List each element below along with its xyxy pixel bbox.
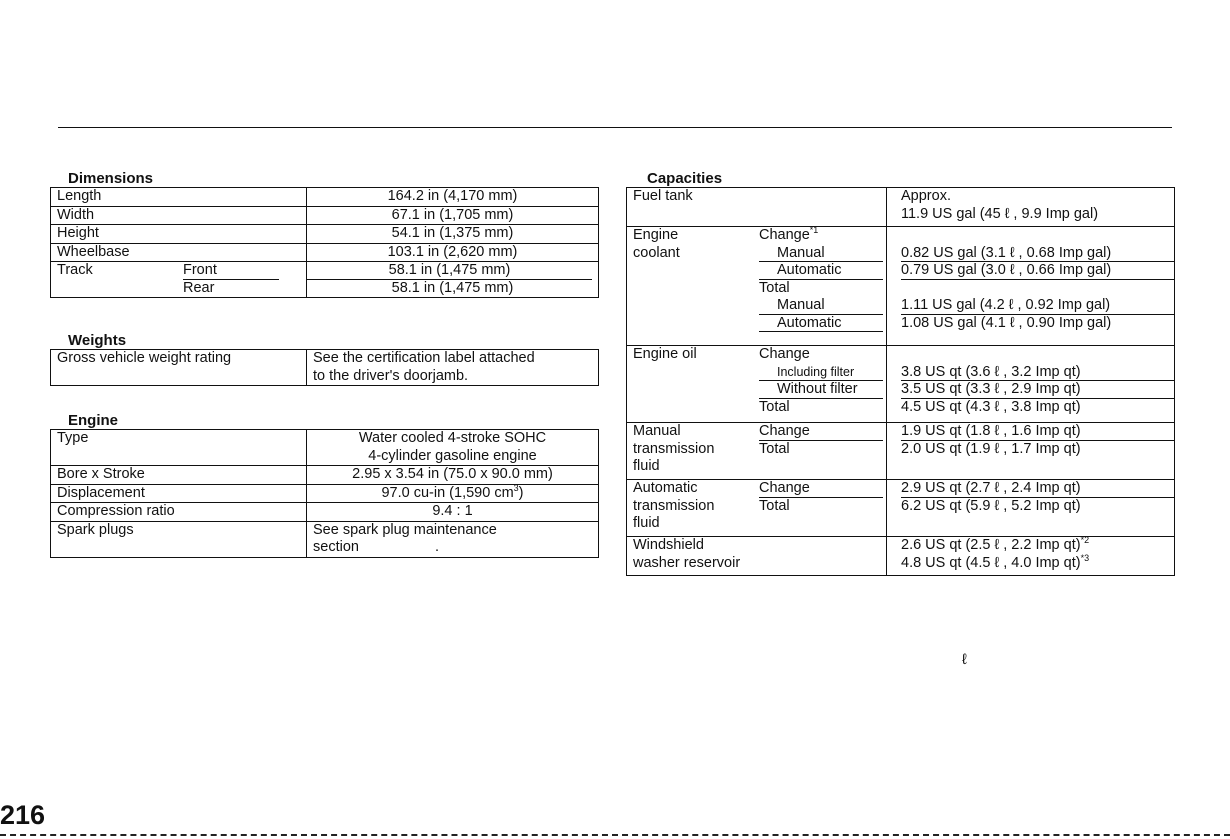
- oil-without-filter: Without filter: [759, 381, 883, 399]
- table-row: [51, 466, 599, 485]
- engine-heading: Engine: [68, 412, 119, 429]
- washer-label1: Windshield: [633, 537, 704, 553]
- weights-value-cell: [307, 350, 599, 386]
- table-row: [627, 480, 1175, 537]
- washer-value-cell: [887, 537, 1175, 576]
- coolant-label-cell: [627, 227, 887, 346]
- table-row: [51, 243, 599, 262]
- at-label3: fluid: [633, 515, 660, 531]
- table-row: [51, 430, 599, 466]
- at-change: Change: [759, 480, 883, 498]
- spark-line2: section: [313, 539, 359, 555]
- weights-table: [50, 349, 599, 386]
- row-label: Height: [51, 225, 307, 244]
- fuel-value-cell: [887, 188, 1175, 227]
- displacement-close: ): [518, 484, 524, 501]
- row-label: Wheelbase: [51, 243, 307, 262]
- track-rear-label: Rear: [183, 279, 215, 296]
- row-label: Width: [51, 206, 307, 225]
- table-row: [627, 423, 1175, 480]
- header-rule: [58, 127, 1172, 128]
- fuel-line1: Approx.: [901, 188, 951, 204]
- table-row: [627, 188, 1175, 227]
- coolant-change-fn: *1: [809, 226, 819, 236]
- fuel-line2: 11.9 US gal (45 ℓ , 9.9 Imp gal): [901, 205, 1099, 222]
- coolant-total-manual-value: 1.11 US gal (4.2 ℓ , 0.92 Imp gal): [901, 297, 1174, 315]
- table-row: [627, 537, 1175, 576]
- displacement-value-cell: [307, 484, 599, 503]
- mt-total: Total: [759, 440, 790, 457]
- at-change-value: 2.9 US qt (2.7 ℓ , 2.4 Imp qt): [901, 480, 1174, 498]
- track-front-value: 58.1 in (1,475 mm): [307, 262, 592, 280]
- table-row: [627, 227, 1175, 346]
- oil-including-filter: Including filter: [759, 364, 883, 382]
- compression-label: Compression ratio: [51, 503, 307, 522]
- washer-fn1: *2: [1080, 536, 1090, 546]
- footer-rule: [0, 834, 1230, 836]
- table-row: [51, 225, 599, 244]
- weights-value-line2: to the driver's doorjamb.: [313, 367, 469, 384]
- dimensions-heading: Dimensions: [68, 170, 154, 187]
- displacement-sup: 3: [513, 484, 519, 493]
- coolant-change-manual-value: 0.82 US gal (3.1 ℓ , 0.68 Imp gal): [901, 245, 1174, 263]
- table-row: [51, 503, 599, 522]
- mt-label-cell: [627, 423, 887, 480]
- table-row: [51, 521, 599, 557]
- coolant-label2: coolant: [633, 244, 680, 261]
- stray-liter-glyph: ℓ: [962, 651, 967, 668]
- spark-line1: See spark plug maintenance: [313, 521, 497, 538]
- washer-value2: 4.8 US qt (4.5 ℓ , 4.0 Imp qt): [901, 554, 1081, 571]
- table-row: [627, 346, 1175, 423]
- washer-value1: 2.6 US qt (2.5 ℓ , 2.2 Imp qt): [901, 537, 1081, 553]
- weights-value-line1: See the certification label attached: [313, 350, 535, 366]
- spark-label: Spark plugs: [51, 521, 307, 557]
- oil-total-value: 4.5 US qt (4.3 ℓ , 3.8 Imp qt): [901, 398, 1081, 415]
- mt-label3: fluid: [633, 458, 660, 474]
- page-number: 216: [0, 800, 46, 830]
- mt-change-value: 1.9 US qt (1.8 ℓ , 1.6 Imp qt): [901, 423, 1174, 441]
- spark-value-cell: [307, 521, 599, 557]
- row-value: 164.2 in (4,170 mm): [307, 188, 599, 207]
- washer-label-cell: [627, 537, 887, 576]
- mt-label1: Manual: [633, 423, 681, 439]
- mt-total-value: 2.0 US qt (1.9 ℓ , 1.7 Imp qt): [901, 440, 1081, 457]
- at-total: Total: [759, 497, 790, 514]
- coolant-total: Total: [759, 279, 790, 296]
- table-row: [51, 262, 599, 298]
- fuel-label: Fuel tank: [627, 188, 887, 227]
- type-line2: 4-cylinder gasoline engine: [368, 447, 537, 464]
- coolant-total-auto-value: 1.08 US gal (4.1 ℓ , 0.90 Imp gal): [901, 314, 1112, 331]
- oil-change: Change: [759, 346, 810, 362]
- at-label-cell: [627, 480, 887, 537]
- type-label: Type: [51, 430, 307, 466]
- coolant-change-auto-value: 0.79 US gal (3.0 ℓ , 0.66 Imp gal): [901, 262, 1174, 280]
- coolant-total-auto: Automatic: [759, 315, 883, 333]
- row-value: 103.1 in (2,620 mm): [307, 243, 599, 262]
- type-value-cell: [307, 430, 599, 466]
- row-label: Length: [51, 188, 307, 207]
- track-value-cell: [307, 262, 599, 298]
- type-line1: Water cooled 4-stroke SOHC: [358, 430, 547, 446]
- table-row: [51, 206, 599, 225]
- weights-heading: Weights: [68, 332, 127, 349]
- bore-label: Bore x Stroke: [51, 466, 307, 485]
- engine-table: [50, 429, 599, 558]
- coolant-change-manual: Manual: [759, 245, 883, 263]
- mt-change: Change: [759, 423, 883, 441]
- at-label1: Automatic: [633, 480, 698, 496]
- track-label-cell: [51, 262, 307, 298]
- mt-label2: transmission: [633, 440, 715, 457]
- oil-without-value: 3.5 US qt (3.3 ℓ , 2.9 Imp qt): [901, 381, 1174, 399]
- coolant-label1: Engine: [633, 227, 679, 243]
- at-label2: transmission: [633, 497, 715, 514]
- coolant-value-cell: [887, 227, 1175, 346]
- row-value: 67.1 in (1,705 mm): [307, 206, 599, 225]
- oil-label-cell: [627, 346, 887, 423]
- track-front-label: Front: [183, 262, 279, 280]
- table-row: [51, 188, 599, 207]
- track-rear-value: 58.1 in (1,475 mm): [391, 279, 514, 296]
- washer-label2: washer reservoir: [633, 554, 741, 571]
- displacement-value: 97.0 cu-in (1,590 cm: [381, 484, 514, 501]
- dimensions-table: [50, 187, 599, 298]
- table-row: [51, 350, 599, 386]
- table-row: [51, 484, 599, 503]
- track-label: Track: [57, 262, 93, 278]
- capacities-heading: Capacities: [647, 170, 723, 187]
- row-value: 54.1 in (1,375 mm): [307, 225, 599, 244]
- washer-fn2: *3: [1080, 552, 1090, 563]
- compression-value: 9.4 : 1: [307, 503, 599, 522]
- capacities-table: [626, 187, 1175, 576]
- oil-total: Total: [759, 398, 790, 415]
- coolant-change: Change: [759, 227, 810, 243]
- bore-value: 2.95 x 3.54 in (75.0 x 90.0 mm): [307, 466, 599, 485]
- at-value-cell: [887, 480, 1175, 537]
- coolant-change-auto: Automatic: [759, 262, 883, 280]
- at-total-value: 6.2 US qt (5.9 ℓ , 5.2 Imp qt): [901, 497, 1081, 514]
- oil-label: Engine oil: [633, 346, 697, 362]
- spark-dot: .: [434, 539, 439, 555]
- mt-value-cell: [887, 423, 1175, 480]
- oil-value-cell: [887, 346, 1175, 423]
- oil-including-value: 3.8 US qt (3.6 ℓ , 3.2 Imp qt): [901, 364, 1174, 382]
- weights-label: Gross vehicle weight rating: [51, 350, 307, 386]
- displacement-label: Displacement: [51, 484, 307, 503]
- coolant-total-manual: Manual: [759, 297, 883, 315]
